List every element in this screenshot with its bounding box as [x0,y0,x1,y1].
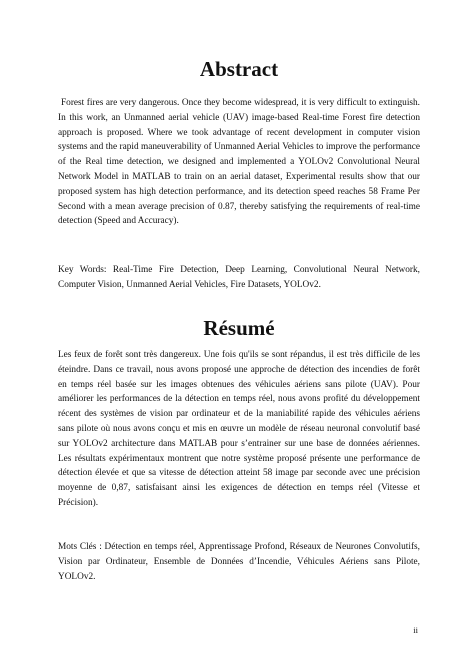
resume-title: Résumé [203,316,275,340]
resume-section [58,316,420,340]
abstract-keywords: Key Words: Real-Time Fire Detection, Deep Learning, Convolutional Neural Network, Computer Vision, Unmanned Aerial Vehicles, Fire Datasets, YOLOv2. [58,265,420,290]
page-number: ii [413,625,418,635]
resume-keywords-block [58,540,420,584]
resume-keywords: Mots Clés : Détection en temps réel, Apprentissage Profond, Réseaux de Neurones Convolutifs, Vision par Ordinateur, Ensemble de Données d’Incendie, Véhicules Aériens sans Pilote, YOLOv2. [58,542,420,582]
abstract-section [58,57,420,81]
abstract-body: Forest fires are very dangerous. Once they become widespread, it is very difficult to extinguish. In this work, an Unmanned aerial vehicle (UAV) image-based Real-time Forest fire detection approach is proposed. Where we took advantage of recent development in computer vision systems and the rapid maneuverability of Unmanned Aerial Vehicles to improve the performance of the Real time detection, we designed and implemented a YOLOv2 Convolutional Neural Network Model in MATLAB to train on an aerial dataset, Experimental results show that our proposed system has high detection performance, and its detection speed reaches 58 Frame Per Second with a mean average precision of 0.87, thereby satisfying the requirements of real-time detection (Speed and Accuracy). [58,98,420,227]
resume-body: Les feux de forêt sont très dangereux. Une fois qu'ils se sont répandus, il est très difficile de les éteindre. Dans ce travail, nous avons proposé une approche de détection des incendies de forêt en temps réel basée sur les images obtenues des véhicules aériens sans pilote (UAV). Pour améliorer les performances de la détection en temps réel, nous avons profité du développement récent des systèmes de vision par ordinateur et de la maniabilité rapide des véhicules aériens sans pilote où nous avons conçu et mis en œuvre un modèle de réseau neuronal convolutif basé sur YOLOv2 architecture dans MATLAB pour s’entrainer sur une base de données aériennes. Les résultats expérimentaux montrent que notre système proposé présente une performance de détection élevée et que sa vitesse de détection atteint 58 image par seconde avec une précision moyenne de 0,87, satisfaisant ainsi les exigences de détection en temps réel (Vitesse et Précision). [58,350,420,508]
abstract-title: Abstract [199,57,279,81]
abstract-body-block [58,96,420,229]
resume-body-block [58,348,420,511]
abstract-keywords-block [58,263,420,293]
